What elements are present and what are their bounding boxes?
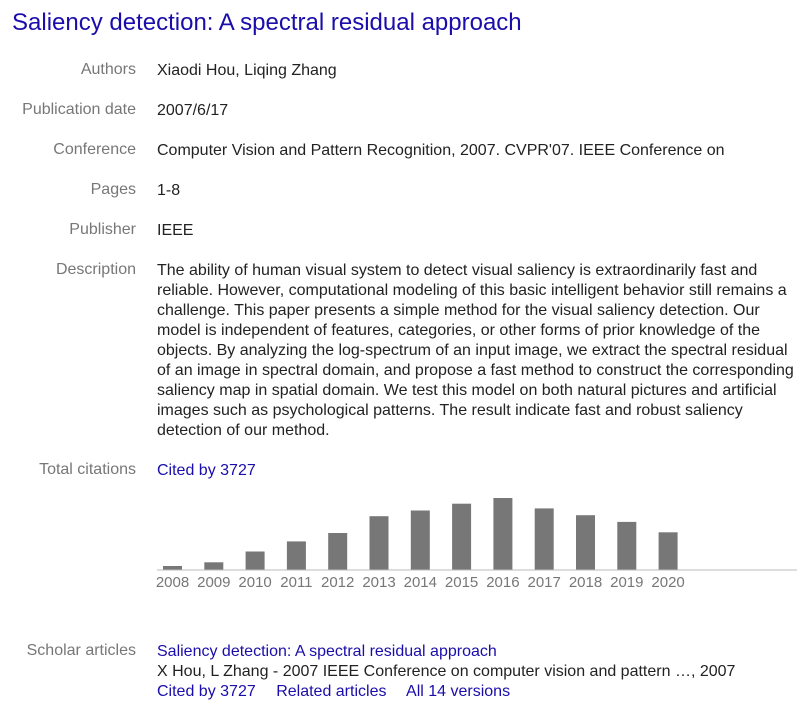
chart-tick-2018: 2018 (568, 574, 603, 591)
scholar-cited-by-link[interactable]: Cited by 3727 (157, 683, 256, 700)
field-value-authors: Xiaodi Hou, Liqing Zhang (157, 62, 337, 79)
field-value-publication-date: 2007/6/17 (157, 102, 229, 119)
chart-bar-2008[interactable] (163, 566, 182, 570)
chart-bar-2016[interactable] (493, 498, 512, 570)
field-label-conference: Conference (53, 141, 136, 158)
field-value-publisher: IEEE (157, 222, 194, 239)
field-value-conference: Computer Vision and Pattern Recognition, 2007. CVPR'07. IEEE Conference on (157, 142, 725, 159)
related-articles-link[interactable]: Related articles (276, 683, 387, 700)
chart-tick-2011: 2011 (280, 574, 313, 591)
chart-bar-2017[interactable] (535, 508, 554, 570)
chart-bar-2010[interactable] (246, 552, 265, 571)
field-label-publisher: Publisher (69, 221, 136, 238)
chart-tick-2009: 2009 (197, 574, 231, 591)
field-label-pages: Pages (90, 181, 136, 198)
chart-bar-2013[interactable] (370, 516, 389, 570)
chart-tick-2019: 2019 (610, 574, 644, 591)
chart-bar-2019[interactable] (617, 522, 636, 570)
chart-bar-2009[interactable] (204, 562, 223, 570)
citations-chart (0, 488, 812, 596)
chart-tick-2017: 2017 (527, 574, 561, 591)
chart-tick-2015: 2015 (444, 574, 479, 591)
chart-bar-2011[interactable] (287, 541, 306, 570)
field-label-total-citations: Total citations (39, 461, 136, 478)
chart-bar-2018[interactable] (576, 515, 595, 570)
cited-by-link[interactable]: Cited by 3727 (157, 462, 256, 479)
field-value-pages: 1-8 (157, 182, 181, 199)
chart-bar-2020[interactable] (659, 532, 678, 570)
chart-tick-2008: 2008 (155, 574, 190, 591)
chart-tick-2016: 2016 (486, 574, 520, 591)
field-value-description: The ability of human visual system to detect visual saliency is extraordinarily fast and reliable. However, computational modeling of this basic intelligent behavior still remains a challenge. This paper presents a simple method for the visual saliency detection. Our model is independent of features, categories, or other forms of prior knowledge of the objects. By analyzing the log-spectrum of an input image, we extract the spectral residual of an image in spectral domain, and propose a fast method to construct the corresponding saliency map in spatial domain. We test this model on both natural pictures and artificial images such as psychological patterns. The result indicate fast and robust saliency detection of our method. (157, 262, 794, 439)
chart-bar-2014[interactable] (411, 511, 430, 571)
scholar-article-title-link[interactable]: Saliency detection: A spectral residual approach (157, 643, 497, 660)
chart-bar-2015[interactable] (452, 504, 471, 570)
field-label-authors: Authors (80, 61, 136, 78)
chart-tick-2020: 2020 (651, 574, 685, 591)
article-title-link[interactable]: Saliency detection: A spectral residual approach (12, 9, 522, 36)
field-label-publication-date: Publication date (22, 101, 136, 118)
chart-tick-2012: 2012 (321, 574, 355, 591)
chart-bar-2012[interactable] (328, 533, 347, 570)
field-label-scholar-articles: Scholar articles (26, 642, 136, 659)
chart-tick-2010: 2010 (238, 574, 272, 591)
chart-tick-2013: 2013 (362, 574, 396, 591)
chart-tick-2014: 2014 (403, 574, 437, 591)
scholar-article-meta: X Hou, L Zhang - 2007 IEEE Conference on computer vision and pattern …, 2007 (157, 663, 736, 680)
all-versions-link[interactable]: All 14 versions (406, 683, 511, 700)
field-label-description: Description (55, 261, 136, 278)
